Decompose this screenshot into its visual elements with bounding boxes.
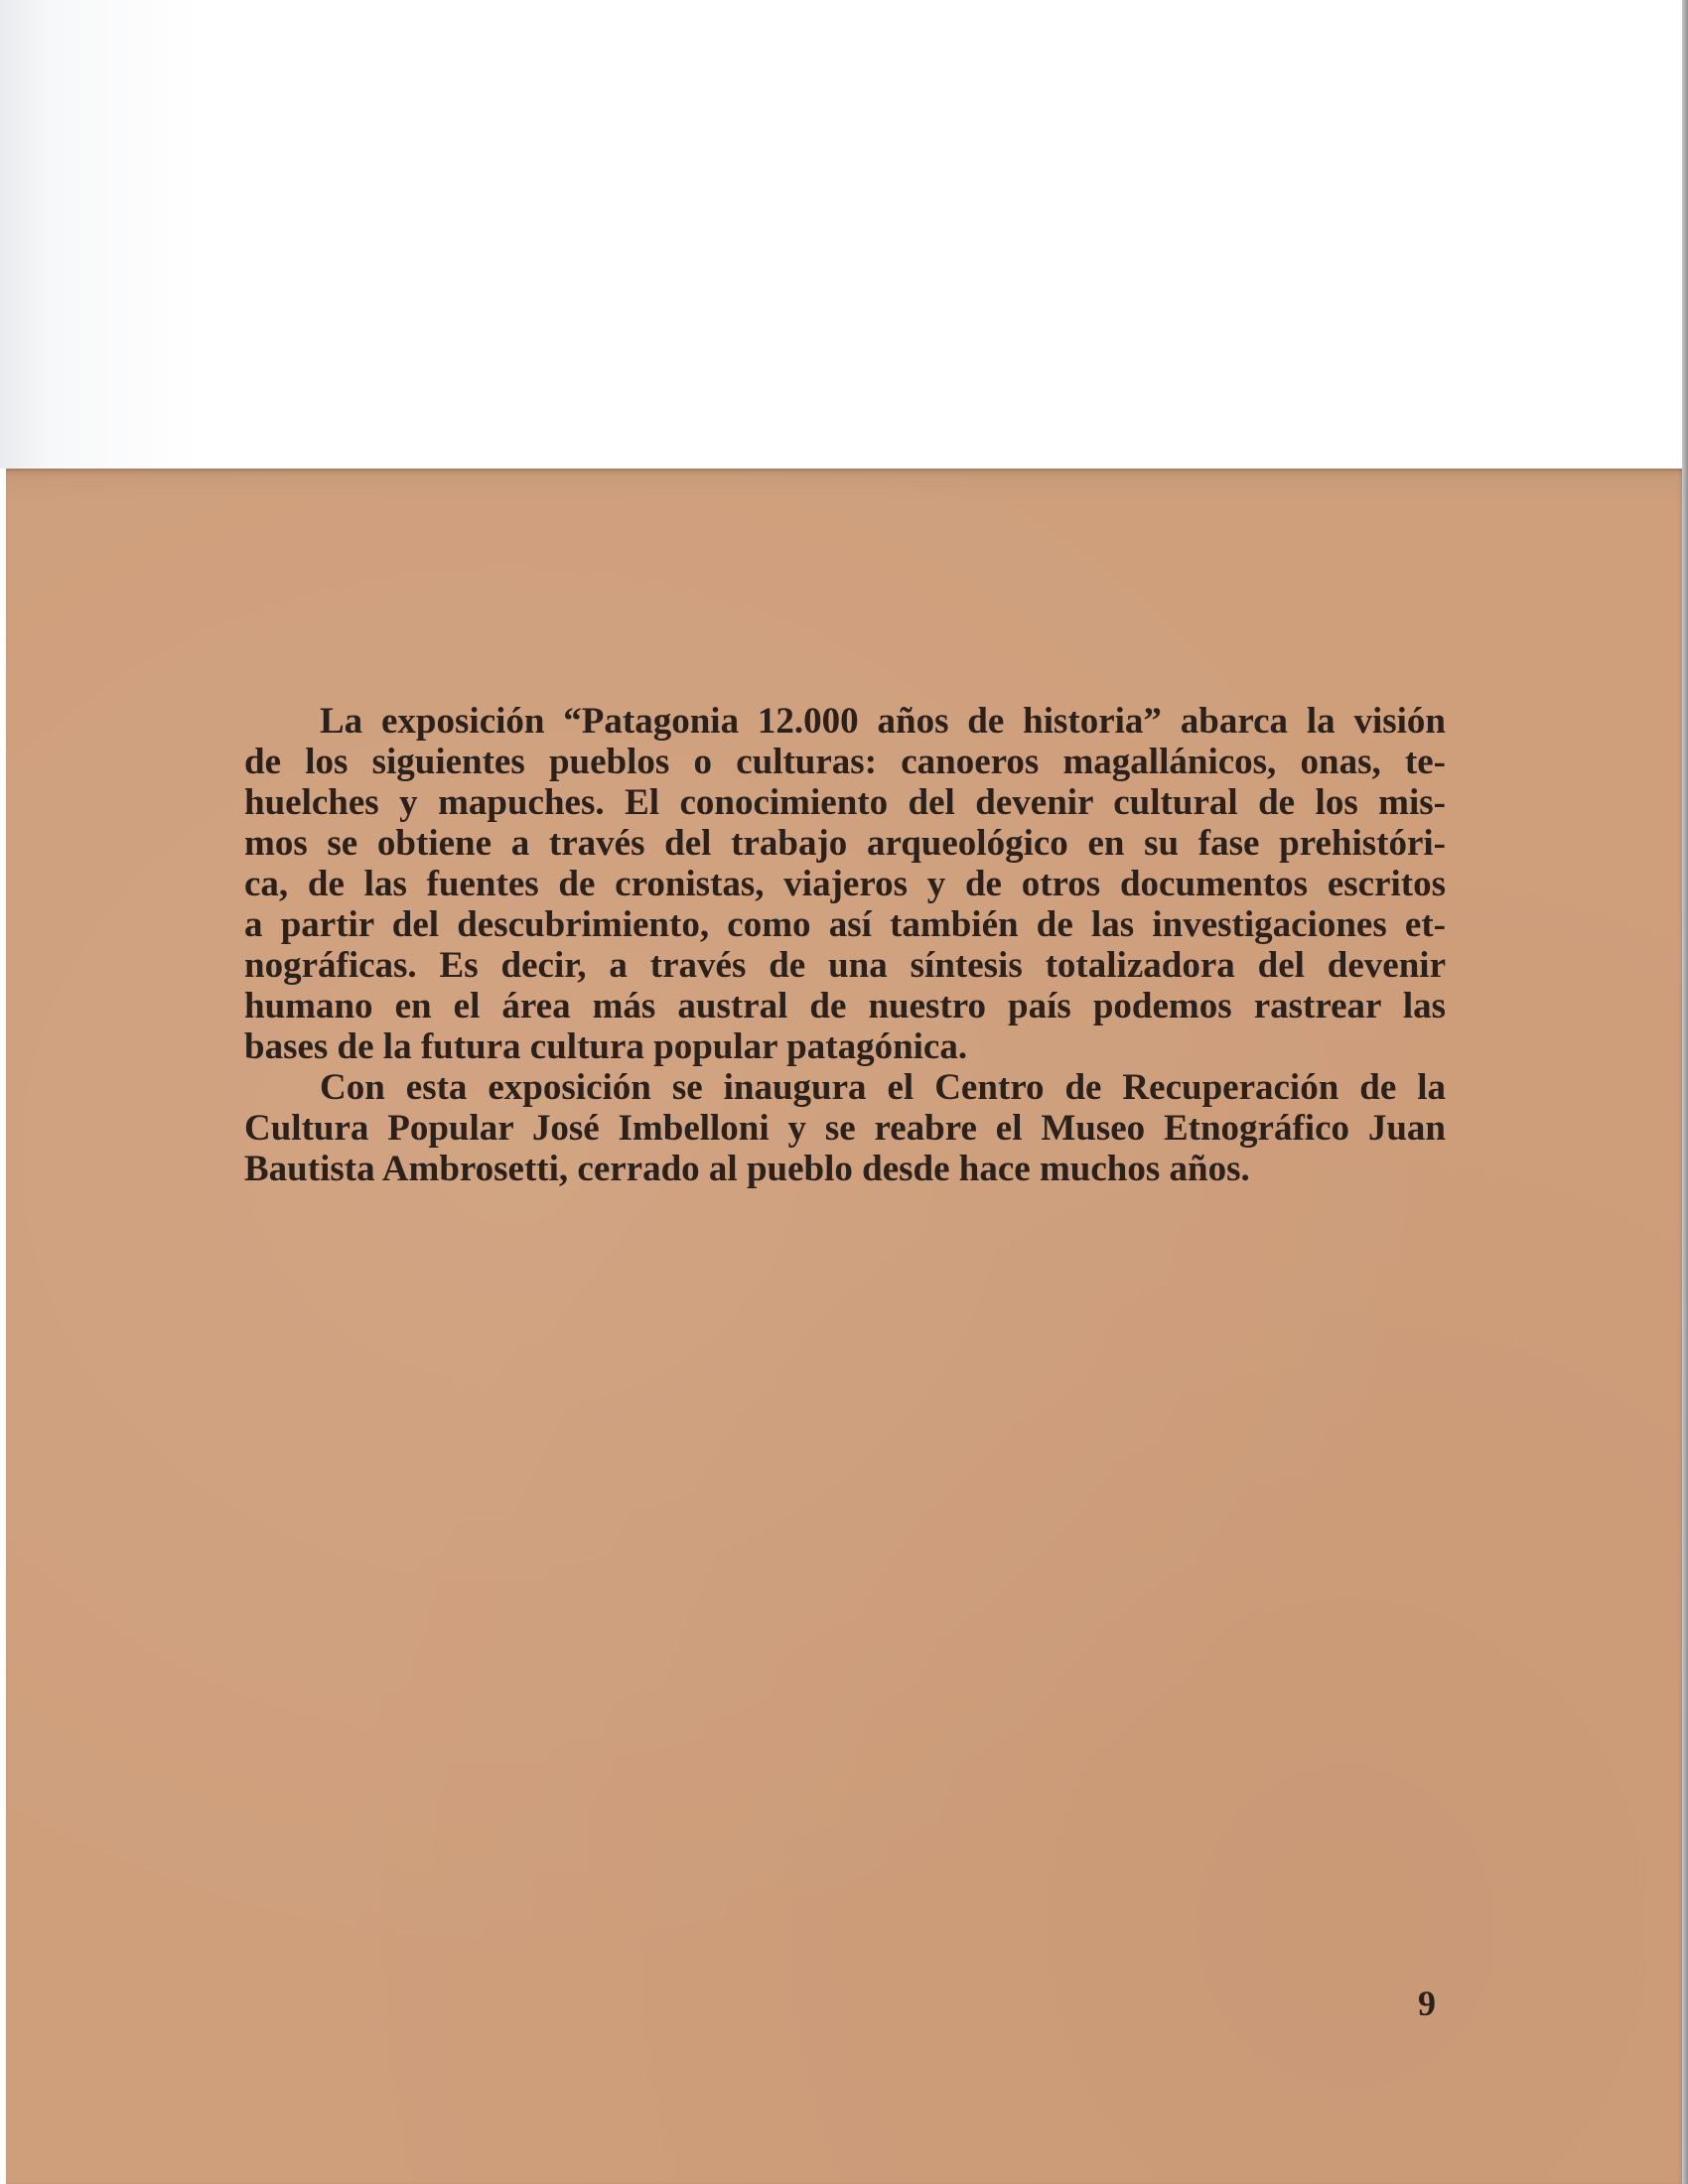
text-line: mos se obtiene a través del trabajo arqueológico en su fase prehistóri- <box>244 823 1446 864</box>
scan-right-edge <box>1682 0 1688 2184</box>
text-line: de los siguientes pueblos o culturas: canoeros magallánicos, onas, te- <box>244 742 1446 782</box>
text-line: ca, de las fuentes de cronistas, viajeros y de otros documentos escritos <box>244 864 1446 904</box>
scan-top-margin <box>0 0 1688 469</box>
text-line: bases de la futura cultura popular patagónica. <box>244 1026 968 1067</box>
paragraph-2 <box>169 1067 1446 1189</box>
text-line: a partir del descubrimiento, como así también de las investigaciones et- <box>244 904 1446 945</box>
text-line: Cultura Popular José Imbelloni y se reabre el Museo Etnográfico Juan <box>244 1108 1446 1149</box>
text-line: Con esta exposición se inaugura el Centro de Recuperación de la <box>320 1067 1446 1108</box>
paragraph-1 <box>169 701 1446 1067</box>
text-line: nográficas. Es decir, a través de una síntesis totalizadora del devenir <box>244 945 1446 986</box>
page-number: 9 <box>1418 1983 1436 2023</box>
text-line: humano en el área más austral de nuestro país podemos rastrear las <box>244 986 1446 1026</box>
text-line: Bautista Ambrosetti, cerrado al pueblo desde hace muchos años. <box>244 1149 1250 1189</box>
text-line: huelches y mapuches. El conocimiento del devenir cultural de los mis- <box>244 782 1446 823</box>
book-page <box>6 469 1684 2184</box>
body-text <box>169 701 1446 1189</box>
text-line: La exposición “Patagonia 12.000 años de historia” abarca la visión <box>320 701 1446 742</box>
